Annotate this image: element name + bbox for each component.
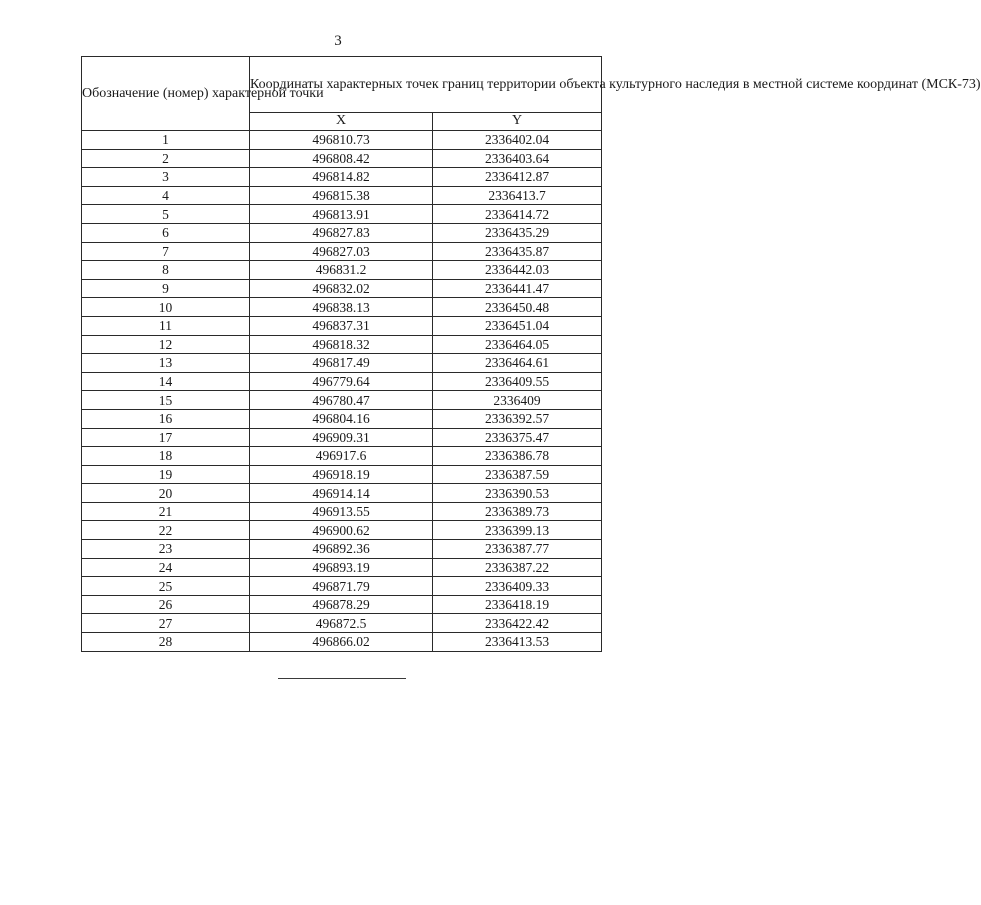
table-row [82, 316, 602, 335]
x-coordinate-cell: 496892.36 [250, 540, 433, 559]
table-row [82, 391, 602, 410]
point-number-cell: 11 [82, 316, 250, 335]
table-row [82, 335, 602, 354]
x-coordinate-cell: 496814.82 [250, 168, 433, 187]
point-number-cell: 28 [82, 633, 250, 652]
table-row [82, 261, 602, 280]
point-number-cell: 25 [82, 577, 250, 596]
y-coordinate-cell: 2336418.19 [433, 595, 602, 614]
point-number-cell: 24 [82, 558, 250, 577]
y-coordinate-cell: 2336392.57 [433, 409, 602, 428]
x-coordinate-cell: 496866.02 [250, 633, 433, 652]
table-row [82, 168, 602, 187]
table-row [82, 465, 602, 484]
x-coordinate-cell: 496832.02 [250, 279, 433, 298]
table-row [82, 577, 602, 596]
table-row [82, 186, 602, 205]
y-coordinate-cell: 2336435.87 [433, 242, 602, 261]
table-row [82, 447, 602, 466]
y-coordinate-cell: 2336464.61 [433, 354, 602, 373]
point-number-cell: 19 [82, 465, 250, 484]
table-row [82, 484, 602, 503]
table-row [82, 428, 602, 447]
x-coordinate-cell: 496831.2 [250, 261, 433, 280]
point-number-cell: 21 [82, 502, 250, 521]
x-coordinate-cell: 496779.64 [250, 372, 433, 391]
table-header [82, 57, 981, 131]
y-coordinate-cell: 2336442.03 [433, 261, 602, 280]
y-coordinate-cell: 2336390.53 [433, 484, 602, 503]
x-coordinate-cell: 496827.83 [250, 223, 433, 242]
point-number-cell: 14 [82, 372, 250, 391]
x-coordinate-cell: 496838.13 [250, 298, 433, 317]
point-number-cell: 5 [82, 205, 250, 224]
table-row [82, 521, 602, 540]
y-coordinate-cell: 2336387.22 [433, 558, 602, 577]
coordinates-table [81, 56, 981, 652]
y-coordinate-cell: 2336414.72 [433, 205, 602, 224]
table-body [82, 131, 602, 652]
table-row [82, 633, 602, 652]
y-coordinate-cell: 2336409.33 [433, 577, 602, 596]
coordinates-header: Координаты характерных точек границ территории объекта культурного наследия в местной системе координат (МСК-73) [250, 57, 602, 113]
point-number-cell: 9 [82, 279, 250, 298]
x-coordinate-cell: 496837.31 [250, 316, 433, 335]
point-number-cell: 7 [82, 242, 250, 261]
x-coordinate-cell: 496815.38 [250, 186, 433, 205]
point-number-cell: 23 [82, 540, 250, 559]
x-coordinate-cell: 496913.55 [250, 502, 433, 521]
x-column-header: X [250, 112, 433, 130]
point-number-cell: 8 [82, 261, 250, 280]
table-row [82, 540, 602, 559]
table-row [82, 372, 602, 391]
point-number-cell: 26 [82, 595, 250, 614]
y-coordinate-cell: 2336409.55 [433, 372, 602, 391]
x-coordinate-cell: 496918.19 [250, 465, 433, 484]
point-number-cell: 20 [82, 484, 250, 503]
point-number-cell: 4 [82, 186, 250, 205]
x-coordinate-cell: 496871.79 [250, 577, 433, 596]
table-row [82, 558, 602, 577]
point-number-cell: 1 [82, 131, 250, 150]
x-coordinate-cell: 496827.03 [250, 242, 433, 261]
x-coordinate-cell: 496872.5 [250, 614, 433, 633]
y-coordinate-cell: 2336422.42 [433, 614, 602, 633]
y-coordinate-cell: 2336403.64 [433, 149, 602, 168]
y-column-header: Y [433, 112, 602, 130]
x-coordinate-cell: 496893.19 [250, 558, 433, 577]
y-coordinate-cell: 2336387.77 [433, 540, 602, 559]
x-coordinate-cell: 496818.32 [250, 335, 433, 354]
table-row [82, 409, 602, 428]
point-number-cell: 15 [82, 391, 250, 410]
point-number-cell: 16 [82, 409, 250, 428]
page-number: 3 [334, 33, 342, 49]
point-number-header: Обозначение (номер) характерной точки [82, 57, 250, 131]
y-coordinate-cell: 2336412.87 [433, 168, 602, 187]
x-coordinate-cell: 496804.16 [250, 409, 433, 428]
point-number-cell: 27 [82, 614, 250, 633]
table-row [82, 279, 602, 298]
y-coordinate-cell: 2336409 [433, 391, 602, 410]
y-coordinate-cell: 2336413.53 [433, 633, 602, 652]
table-row [82, 502, 602, 521]
table-row [82, 205, 602, 224]
x-coordinate-cell: 496808.42 [250, 149, 433, 168]
x-coordinate-cell: 496917.6 [250, 447, 433, 466]
y-coordinate-cell: 2336387.59 [433, 465, 602, 484]
y-coordinate-cell: 2336464.05 [433, 335, 602, 354]
table-row [82, 223, 602, 242]
x-coordinate-cell: 496817.49 [250, 354, 433, 373]
point-number-cell: 18 [82, 447, 250, 466]
point-number-cell: 6 [82, 223, 250, 242]
table-row [82, 131, 602, 150]
y-coordinate-cell: 2336451.04 [433, 316, 602, 335]
table-row [82, 614, 602, 633]
y-coordinate-cell: 2336386.78 [433, 447, 602, 466]
point-number-cell: 10 [82, 298, 250, 317]
x-coordinate-cell: 496780.47 [250, 391, 433, 410]
y-coordinate-cell: 2336435.29 [433, 223, 602, 242]
y-coordinate-cell: 2336399.13 [433, 521, 602, 540]
table-row [82, 595, 602, 614]
y-coordinate-cell: 2336375.47 [433, 428, 602, 447]
y-coordinate-cell: 2336389.73 [433, 502, 602, 521]
y-coordinate-cell: 2336402.04 [433, 131, 602, 150]
point-number-cell: 3 [82, 168, 250, 187]
point-number-cell: 2 [82, 149, 250, 168]
y-coordinate-cell: 2336441.47 [433, 279, 602, 298]
table-row [82, 242, 602, 261]
point-number-cell: 17 [82, 428, 250, 447]
table-row [82, 149, 602, 168]
table-row [82, 354, 602, 373]
y-coordinate-cell: 2336450.48 [433, 298, 602, 317]
point-number-cell: 22 [82, 521, 250, 540]
x-coordinate-cell: 496909.31 [250, 428, 433, 447]
x-coordinate-cell: 496900.62 [250, 521, 433, 540]
end-rule-divider [278, 678, 406, 679]
y-coordinate-cell: 2336413.7 [433, 186, 602, 205]
x-coordinate-cell: 496878.29 [250, 595, 433, 614]
x-coordinate-cell: 496810.73 [250, 131, 433, 150]
point-number-cell: 13 [82, 354, 250, 373]
point-number-cell: 12 [82, 335, 250, 354]
x-coordinate-cell: 496813.91 [250, 205, 433, 224]
x-coordinate-cell: 496914.14 [250, 484, 433, 503]
table-row [82, 298, 602, 317]
